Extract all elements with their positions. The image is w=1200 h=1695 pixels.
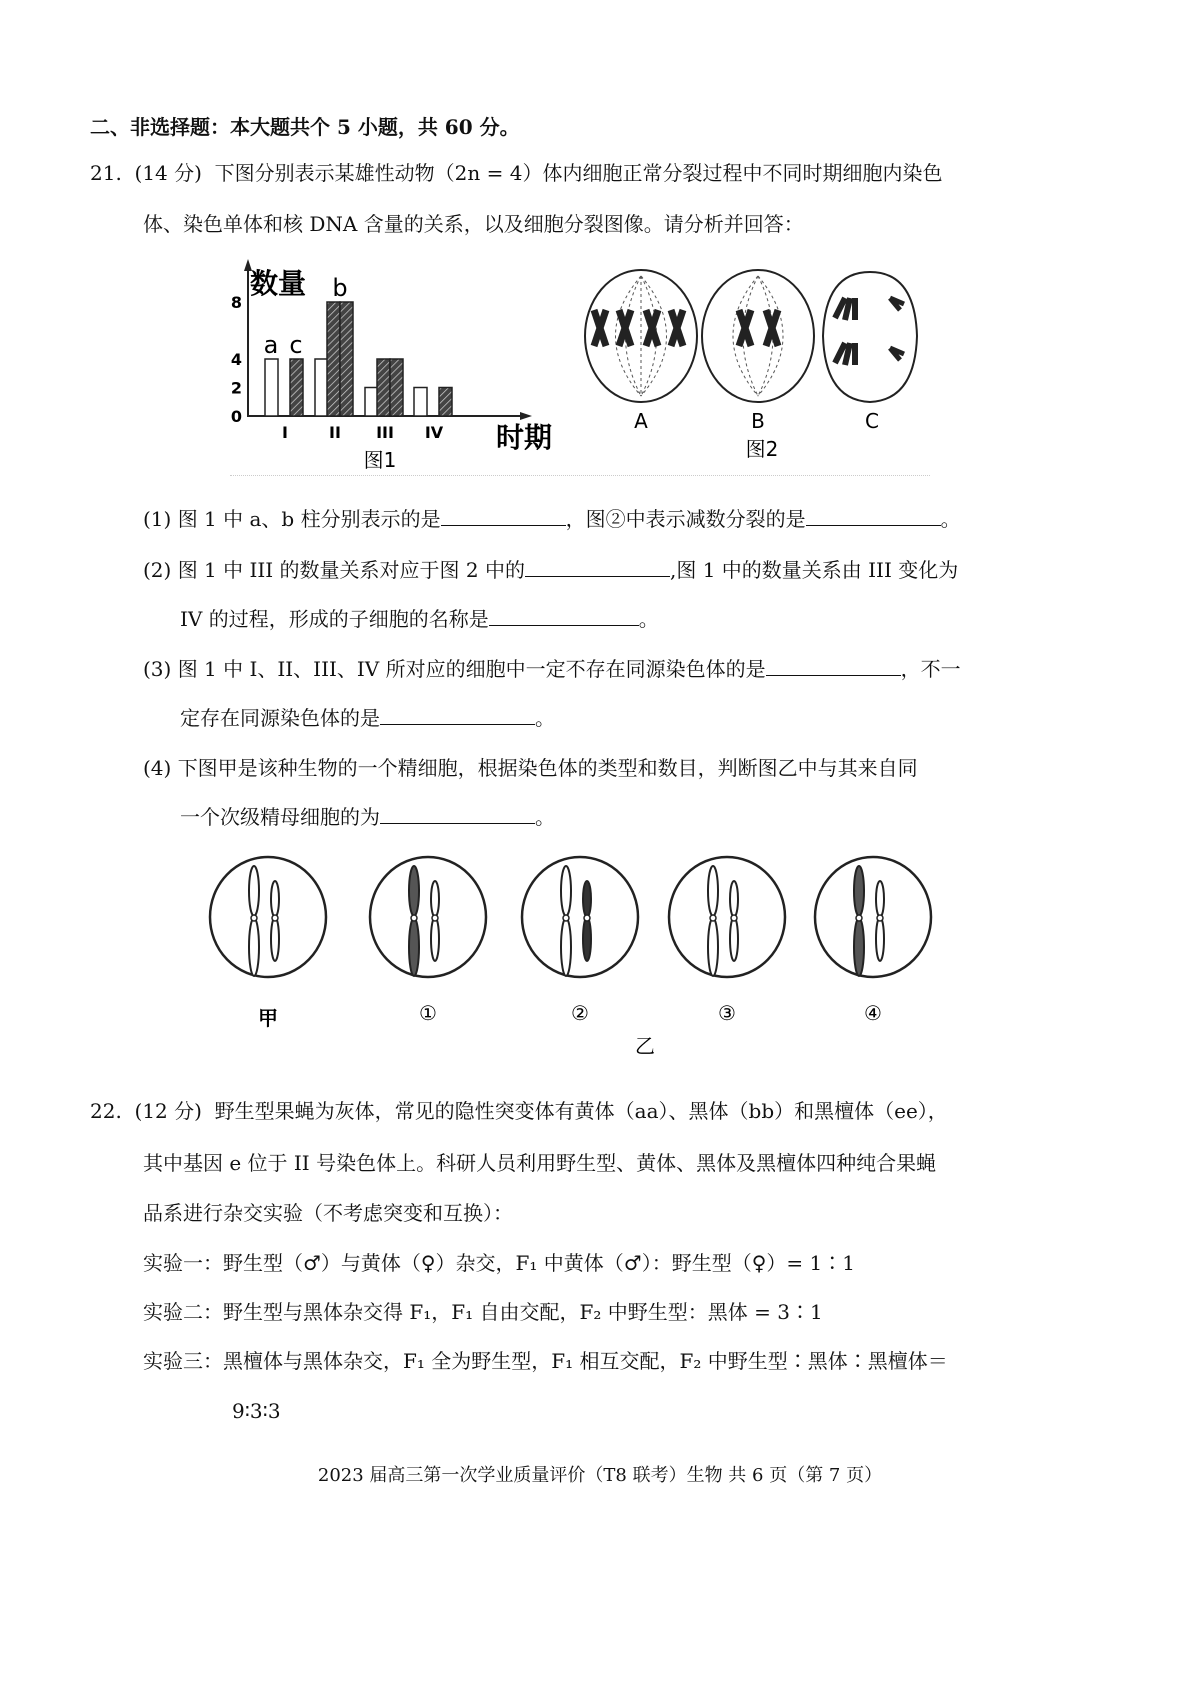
sub-question-2-cont: IV 的过程，形成的子细胞的名称是 。 [180,607,659,631]
sub-question-1: (1) 图 1 中 a、b 柱分别表示的是 ，图②中表示减数分裂的是 。 [143,507,961,531]
figure-2-caption: 图2 [745,437,779,461]
fig2-label-A: A [634,409,648,433]
bar-a-III [365,388,378,417]
cell-A [585,270,697,402]
q21-stem-2: 体、染色单体和核 DNA 含量的关系，以及细胞分裂图像。请分析并回答： [143,212,804,236]
page-footer: 2023 届高三第一次学业质量评价（T8 联考）生物 共 6 页（第 7 页） [317,1465,883,1486]
experiment-3-ratio: 9∶3∶3 [232,1399,281,1423]
x-axis-label: 时期 [496,421,553,454]
q22-line2: 其中基因 e 位于 II 号染色体上。科研人员利用野生型、黄体、黑体及黑檀体四种纯合果蝇 [143,1151,937,1175]
sub-question-3-cont: 定存在同源染色体的是 。 [180,706,555,730]
q21-line1 [90,160,942,186]
answer-blank[interactable] [441,507,566,526]
cell-4 [815,857,931,977]
cell-2 [522,857,638,977]
cell-jia [210,857,326,977]
q21-number: 21. [90,161,122,185]
figure-1-chart [220,255,580,475]
fig2-label-B: B [751,409,765,433]
q22-line1: 22. (12 分) 野生型果蝇为灰体，常见的隐性突变体有黄体（aa）、黑体（bb）和黑檀体（ee）， [90,1099,948,1123]
y-tick-label: 0 [230,407,242,426]
bar-a-II [315,359,328,416]
bar-c-III [390,359,403,416]
y-axis-label: 数量 [250,267,307,300]
cell-label: ④ [864,1001,882,1025]
sub-question-4: (4) 下图甲是该种生物的一个精细胞，根据染色体的类型和数目，判断图乙中与其来自同 [143,756,918,780]
x-tick-label: II [329,423,341,442]
sub-question-3: (3) 图 1 中 I、II、III、IV 所对应的细胞中一定不存在同源染色体的是 ，不一 [143,657,961,681]
sub-question-4-cont: 一个次级精母细胞的为 。 [180,805,555,829]
q21-stem: 下图分别表示某雄性动物（2n = 4）体内细胞正常分裂过程中不同时期细胞内染色 [214,161,943,185]
bar-b-II [327,302,340,416]
x-tick-label: IV [424,423,444,442]
fig2-label-C: C [865,409,879,433]
bar-c-I [290,359,303,416]
q22-line3: 品系进行杂交实验（不考虑突变和互换）： [143,1201,513,1225]
bar-label-c: c [289,331,303,359]
cell-label: ③ [718,1001,736,1025]
bar-c-II [340,302,353,416]
bar-label-a: a [263,331,279,359]
y-tick-label: 8 [230,293,242,312]
experiment-3: 实验三：黑檀体与黑体杂交，F₁ 全为野生型，F₁ 相互交配，F₂ 中野生型∶黑体∶黑檀体＝ [143,1349,948,1373]
section-heading: 二、非选择题：本大题共个 5 小题，共 60 分。 [90,115,520,139]
cell-label: ② [571,1001,589,1025]
cell-label: 甲 [258,1006,278,1030]
cell-label: ① [419,1001,437,1025]
answer-blank[interactable] [489,607,639,626]
figure-divider [230,475,930,476]
y-tick-label: 4 [230,350,242,369]
x-axis-arrow [520,412,532,420]
cell-B [702,270,814,402]
answer-blank[interactable] [525,558,670,577]
x-tick-label: III [376,423,394,442]
figure-1-caption: 图1 [363,448,397,472]
experiment-2: 实验二：野生型与黑体杂交得 F₁，F₁ 自由交配，F₂ 中野生型：黑体 = 3∶1 [143,1300,823,1324]
group-label-yi: 乙 [635,1034,655,1058]
bar-a-IV [414,388,427,417]
bar-c-IV [439,388,452,417]
bar-b-III [377,359,390,416]
cell-C [823,272,917,402]
bar-label-b: b [332,274,348,302]
experiment-1: 实验一：野生型（♂）与黄体（♀）杂交，F₁ 中黄体（♂）：野生型（♀）= 1∶1 [143,1251,855,1275]
figure-2 [580,268,940,468]
sub-question-2: (2) 图 1 中 III 的数量关系对应于图 2 中的 ,图 1 中的数量关系由 III 变化为 [143,558,959,582]
x-tick-label: I [282,423,288,442]
answer-blank[interactable] [380,706,535,725]
bar-a-I [265,359,278,416]
y-tick-label: 2 [230,378,242,398]
sperm-cell-figure [200,855,940,1065]
q21-score: (14 分) [134,161,202,185]
cell-1 [370,857,486,977]
cell-3 [669,857,785,977]
answer-blank[interactable] [766,657,901,676]
answer-blank[interactable] [806,507,941,526]
answer-blank[interactable] [380,805,535,824]
